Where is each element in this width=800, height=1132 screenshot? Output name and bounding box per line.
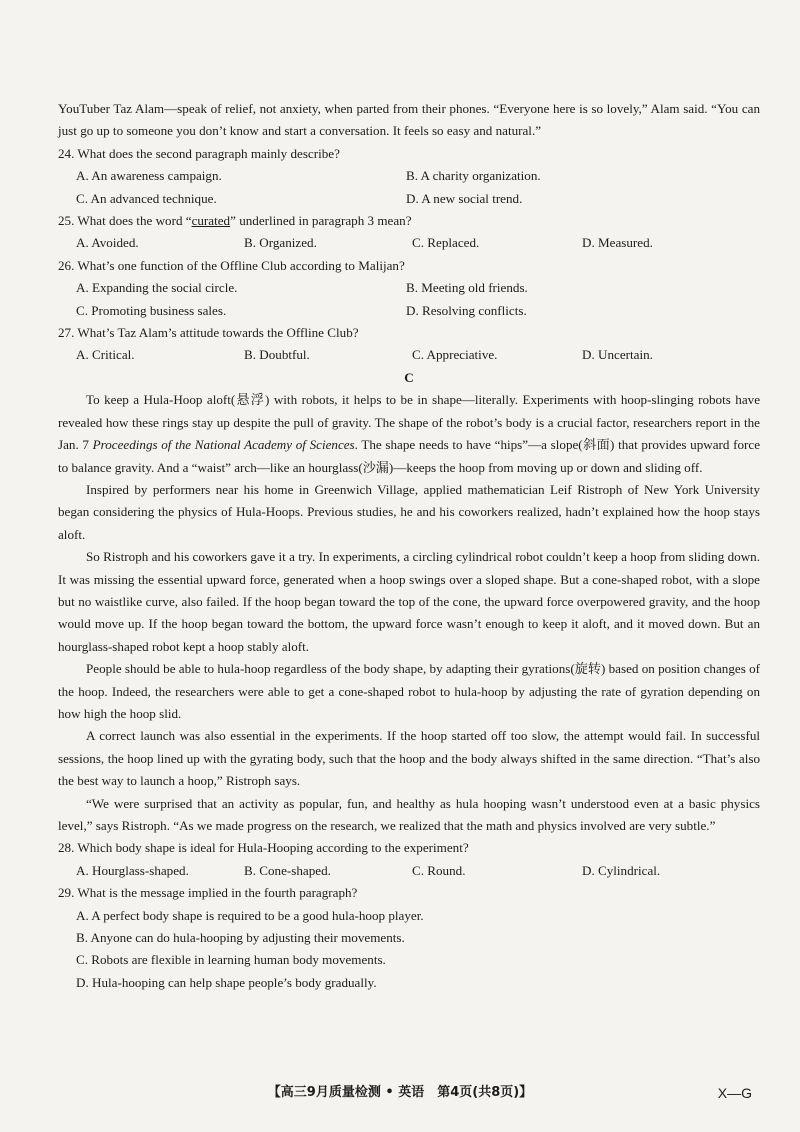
option-a[interactable]: A. Avoided. — [76, 235, 139, 251]
page-footer: 【高三9月质量检测 • 英语 第4页(共8页)】 — [267, 1085, 533, 1100]
question-stem: 24. What does the second paragraph mainly describe? — [58, 145, 340, 161]
option-a[interactable]: A. Critical. — [76, 347, 135, 363]
passage-c-paragraph-3: So Ristroph and his coworkers gave it a try. In experiments, a circling cylindrical robot couldn’t keep a hoop from sliding down. It was missing the essential upward force, generated when a hoop swings over a sloped shape. But a cone-shaped robot, with a slope but no waistlike curve, also failed. If the hoop began toward the top of the cone, the upward force overpowered gravity, and the hoop would move up. If the hoop began toward the bottom, the upward force wasn’t enough to keep it aloft, and it moved down. But an hourglass-shaped robot kept a hoop stably aloft. — [58, 549, 760, 654]
option-a[interactable]: A. An awareness campaign. — [76, 168, 222, 184]
underlined-word: curated — [191, 213, 231, 229]
option-d[interactable]: D. Resolving conflicts. — [406, 302, 527, 318]
passage-c-paragraph-1 — [58, 389, 760, 479]
question-stem: 27. What’s Taz Alam’s attitude towards the Offline Club? — [58, 325, 359, 341]
journal-title: Proceedings of the National Academy of Sciences — [92, 437, 355, 453]
option-b[interactable]: B. A charity organization. — [406, 168, 541, 184]
question-26 — [58, 255, 760, 322]
option-d[interactable]: D. Cylindrical. — [582, 862, 661, 878]
option-d[interactable]: D. A new social trend. — [406, 190, 523, 206]
paragraph-text: To keep a Hula-Hoop aloft(悬浮) with robots, it helps to be in shape—literally. Experiments with hoop-slinging robots have revealed how these rings stay up despite the pull of gravity. The shape of the robot’s body is a crucial factor, researchers report in the Jan. 7 — [58, 392, 760, 453]
option-d[interactable]: D. Measured. — [582, 235, 653, 251]
passage-b-ending: YouTuber Taz Alam—speak of relief, not anxiety, when parted from their phones. “Everyone here is so lovely,” Alam said. “You can just go up to someone you don’t know and start a conversation. It feels so easy and natural.” — [58, 101, 760, 139]
option-b[interactable]: B. Organized. — [244, 235, 317, 251]
question-27 — [58, 322, 760, 367]
option-a[interactable]: A. Hourglass-shaped. — [76, 862, 189, 878]
option-c[interactable]: C. Promoting business sales. — [76, 302, 227, 318]
question-29 — [58, 882, 760, 994]
question-25 — [58, 210, 760, 255]
option-a[interactable]: A. A perfect body shape is required to be a good hula-hoop player. — [76, 907, 424, 923]
option-b[interactable]: B. Meeting old friends. — [406, 280, 528, 296]
question-stem: 29. What is the message implied in the fourth paragraph? — [58, 885, 358, 901]
section-c-label: C — [404, 369, 414, 385]
paragraph-text: . The shape needs to have “hips”—a slope(斜面) that provides upward force to balance gravity. And a “waist” arch—like an hourglass(沙漏)—keeps the hoop from moving up or down and sliding off. — [58, 437, 761, 475]
option-a[interactable]: A. Expanding the social circle. — [76, 280, 238, 296]
option-b[interactable]: B. Cone-shaped. — [244, 862, 331, 878]
option-c[interactable]: C. An advanced technique. — [76, 190, 217, 206]
option-c[interactable]: C. Replaced. — [412, 235, 480, 251]
question-24 — [58, 143, 760, 210]
option-c[interactable]: C. Round. — [412, 862, 466, 878]
option-b[interactable]: B. Doubtful. — [244, 347, 310, 363]
passage-c-paragraph-6: “We were surprised that an activity as popular, fun, and healthy as hula hooping wasn’t understood even at a basic physics level,” says Ristroph. “As we made progress on the research, we realized that the math and physics involved are very subtle.” — [58, 795, 760, 833]
question-stem — [58, 210, 760, 232]
option-b[interactable]: B. Anyone can do hula-hooping by adjusting their movements. — [76, 930, 405, 946]
option-c[interactable]: C. Robots are flexible in learning human body movements. — [76, 952, 386, 968]
passage-c-paragraph-5: A correct launch was also essential in the experiments. If the hoop started off too slow, the attempt would fail. In successful sessions, the hoop lined up with the gyrating body, such that the hoop and the body always shifted in the same direction. “That’s also the best way to launch a hoop,” Ristroph says. — [58, 728, 760, 789]
stem-part: 25. What does the word “ — [58, 213, 192, 229]
question-28 — [58, 837, 760, 882]
option-d[interactable]: D. Hula-hooping can help shape people’s body gradually. — [76, 974, 377, 990]
paper-code: X—G — [717, 1085, 752, 1101]
question-stem: 28. Which body shape is ideal for Hula-Hooping according to the experiment? — [58, 840, 469, 856]
option-d[interactable]: D. Uncertain. — [582, 347, 653, 363]
passage-c-paragraph-4: People should be able to hula-hoop regardless of the body shape, by adapting their gyrations(旋转) based on position changes of the hoop. Indeed, the researchers were able to get a cone-shaped robot to hula-hoop by adjusting the rate of gyration depending on how high the hoop slid. — [58, 661, 760, 721]
question-stem: 26. What’s one function of the Offline Club according to Malijan? — [58, 257, 405, 273]
option-c[interactable]: C. Appreciative. — [412, 347, 498, 363]
stem-part: ” underlined in paragraph 3 mean? — [230, 213, 412, 229]
passage-c-paragraph-2: Inspired by performers near his home in Greenwich Village, applied mathematician Leif Ristroph of New York University began considering the physics of Hula-Hoops. Previous studies, he and his coworkers realized, hadn’t explained how the hoop stays aloft. — [58, 481, 760, 542]
